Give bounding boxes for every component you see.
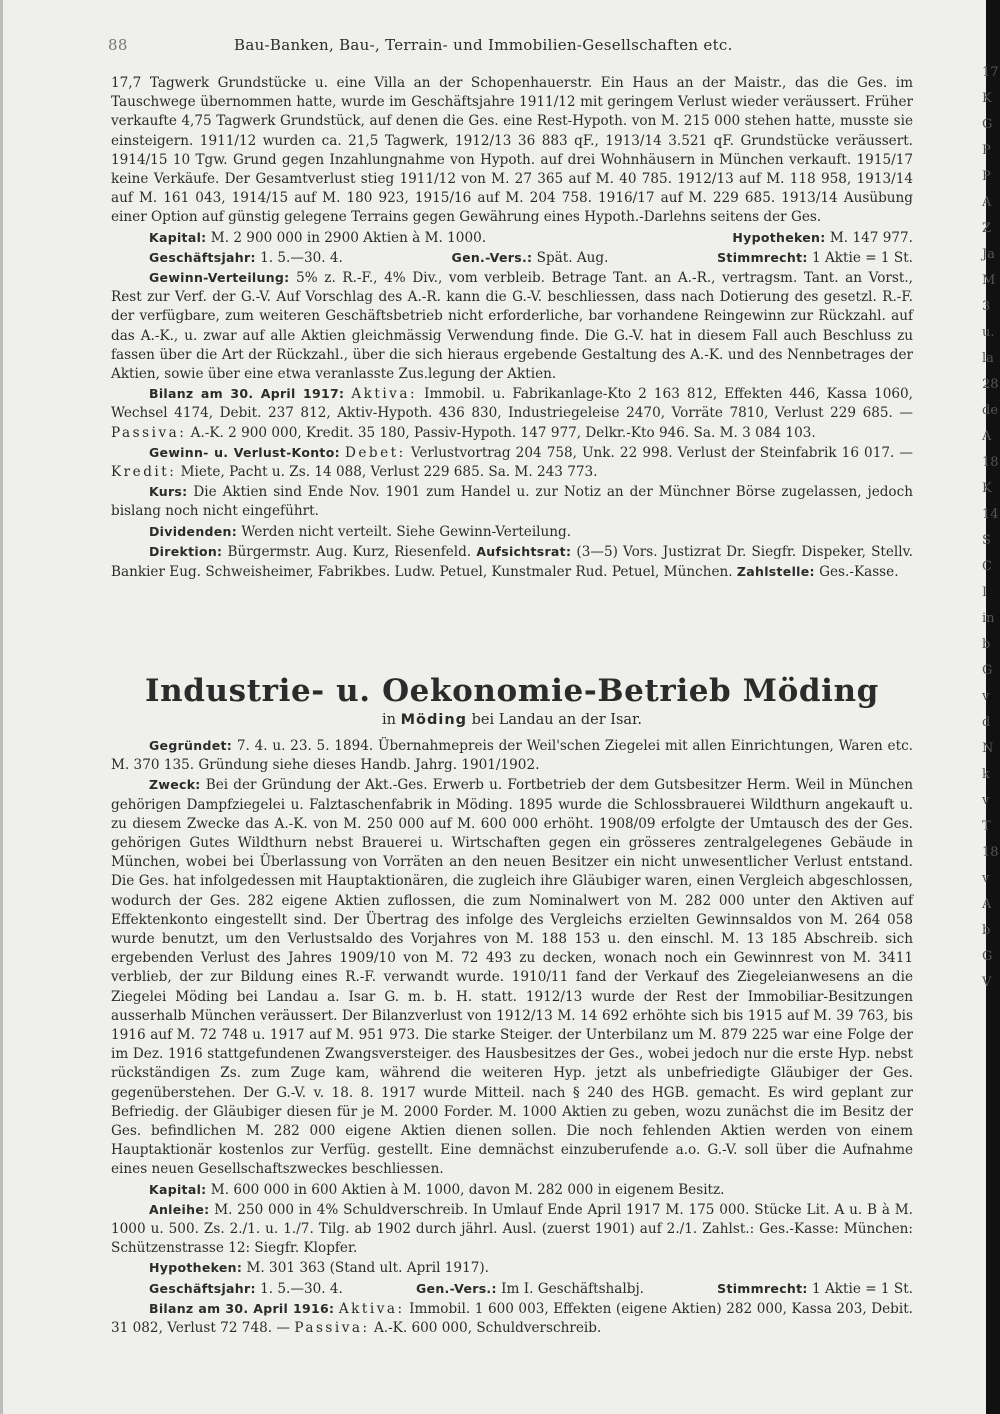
passiva-2-label: Passiva: — [294, 1320, 370, 1337]
entry-1-intro: 17,7 Tagwerk Grundstücke u. eine Villa an der Schopenhauerstr. Ein Haus an der Maistr., das die Ges. im Tauschwege übernommen hatte, wurde im Geschäftsjahre 1911/12 mit geringem Verlust wieder veräussert. Früher verkaufte 4,75 Tagwerk Grundstück, auf denen die Ges. eine Rest-Hypoth. von M. 215 000 stehen hatte, musste sie einsteigern. 1911/12 wurden ca. 21,5 Tagwerk, 1912/13 36 883 qF., 1913/14 3.521 qF. Grundstücke veräussert. 1914/15 10 Tgw. Grund gegen Inzahlungnahme von Hypoth. auf drei Wohnhäusern in München verkauft. 1915/17 keine Verkäufe. Der Gesamtverlust stieg 1911/12 von M. 27 365 auf M. 40 785. 1912/13 auf M. 118 958, 1913/14 auf M. 161 043, 1914/15 auf M. 180 923, 1915/16 auf M. 204 758. 1916/17 auf M. 229 685. 1913/14 Ausübung einer Option auf günstig gelegene Terrains gegen Gewährung eines Hypoth.-Darlehns seitens der Ges. — [111, 75, 913, 226]
zahlstelle-label: Zahlstelle: — [736, 564, 815, 580]
gegruendet-para — [111, 736, 913, 775]
zweck-para — [111, 775, 913, 1179]
kapital-2-text: M. 600 000 in 600 Aktien à M. 1000, davon M. 282 000 in eigenem Besitz. — [210, 1181, 725, 1198]
facing-page-fragment: 18 — [982, 455, 999, 470]
aktiva-2-label: Aktiva: — [338, 1300, 405, 1317]
facing-page-fragment: A — [982, 195, 992, 210]
debet-label: Debet: — [344, 444, 406, 461]
kapital-2-para — [111, 1180, 913, 1200]
aktiva-label: Aktiva: — [351, 386, 418, 403]
facing-page-fragment: P — [982, 143, 991, 158]
facing-page-fragment: A — [982, 429, 992, 444]
dividenden-text: Werden nicht verteilt. Siehe Gewinn-Verteilung. — [241, 523, 572, 540]
facing-page-fragment: V — [982, 975, 992, 990]
facing-page-fragment: v — [982, 689, 990, 704]
facing-page-fragments — [982, 60, 1000, 996]
facing-page-fragment: d — [982, 715, 991, 730]
zweck-text: Bei der Gründung der Akt.-Ges. Erwerb u. Fortbetrieb der dem Gutsbesitzer Herm. Weil in München gehörigen Dampfziegelei u. Falztaschenfabrik in Möding. 1895 wurde die Schlossbrauerei Wildthurn angekauft u. zu diesem Zwecke das A.-K. von M. 250 000 auf M. 600 000 erhöht. 1908/09 erfolgte der Umtausch des der Ges. gehörigen Gutes Wildthurn nebst Brauerei u. Wirtschaften gegen ein grösseres zentralgelegenes Gebäude in München, wobei bei Überlassung von Vorräten an den neuen Besitzer ein nicht unwesentlicher Verlust entstand. Die Ges. hat infolgedessen mit Hauptaktionären, die zugleich ihre Gläubiger waren, einen Vergleich abgeschlossen, wodurch der Ges. 282 eigene Aktien zuflossen, die zum Nominalwert von M. 282 000 unter den Aktiven auf Effektenkonto eingestellt sind. Der Übertrag des infolge des Vergleichs erzielten Gewinnsaldos von M. 264 058 wurde benutzt, um den Verlustsaldo des Vorjahres von M. 188 153 u. den einschl. M. 13 185 Abschreib. sich ergebenden Verlust des Jahres 1909/10 von M. 72 493 zu decken, wonach noch ein Gewinnrest von M. 3411 verblieb, der zur Bildung eines R.-F. verwandt wurde. 1910/11 fand der Verkauf des Ziegeleianwesens an die Ziegelei Möding bei Landau a. Isar G. m. b. H. statt. 1912/13 wurde der Rest der Immobiliar-Besitzungen ausserhalb München veräussert. Der Bilanzverlust von 1912/13 M. 14 692 erhöhte sich bis 1915 auf M. 39 763, bis 1916 auf M. 72 748 u. 1917 auf M. 951 973. Die starke Steiger. der Unterbilanz um M. 879 225 war eine Folge der im Dez. 1916 stattgefundenen Zwangsversteiger. des Hausbesitzes der Ges., wobei jedoch nur die erste Hyp. nebst rückständigen Zs. zum Zuge kam, während die weiteren Hyp. jetzt als unbefriedigte Gläubiger der Ges. gegenüberstehen. Der G.-V. v. 18. 8. 1917 wurde Mitteil. nach § 240 des HGB. gemacht. Es wird geplant zur Befriedig. der Gläubiger diesen für je M. 2000 Forder. M. 1000 Aktien zu geben, wozu zunächst die im Besitz der Ges. befindlichen M. 282 000 eigene Aktien dienen sollen. Die noch fehlenden Aktien werden von einem Hauptaktionär kostenlos zur Verfüg. gestellt. Eine demnächst einzuberufende a.o. G.-V. soll über die Aufnahme eines neuen Gesellschaftszweckes beschliessen. — [111, 777, 913, 1178]
page-header — [108, 36, 913, 58]
aktiva-text: Immobil. u. Fabrikanlage-Kto 2 163 812, Effekten 446, Kassa 1060, Wechsel 4174, Debit. 237 812, Aktiv-Hypoth. 436 830, Industriegeleise 2470, Vorräte 7810, Verlust 229 685. — — [111, 386, 913, 422]
facing-page-fragment: P — [982, 169, 991, 184]
facing-page-fragment: G — [982, 117, 993, 132]
debet-text: Verlustvortrag 204 758, Unk. 22 998. Verlust der Steinfabrik 16 017. — — [410, 444, 914, 461]
facing-page-fragment: 17 — [982, 65, 999, 80]
location-prefix: in — [381, 712, 396, 728]
facing-page-fragment: in — [982, 611, 995, 626]
page-number: 88 — [108, 36, 128, 54]
entry-1-text — [111, 74, 913, 582]
kredit-text: Miete, Pacht u. Zs. 14 088, Verlust 229 685. Sa. M. 243 773. — [180, 464, 598, 481]
facing-page-fragment: 28 — [982, 377, 999, 392]
kurs-text: Die Aktien sind Ende Nov. 1901 zum Handel u. zur Notiz an der Münchner Börse zugelassen, jedoch bislang noch nicht eingeführt. — [111, 484, 913, 520]
kapital-label: Kapital: — [149, 229, 207, 245]
kurs-label: Kurs: — [149, 484, 188, 500]
passiva-text: A.-K. 2 900 000, Kredit. 35 180, Passiv-Hypoth. 147 977, Delkr.-Kto 946. Sa. M. 3 084 103. — [190, 424, 816, 441]
geschaeftsjahr-2-text: 1. 5.—30. 4. — [260, 1280, 343, 1297]
hypotheken-2-para — [111, 1258, 913, 1278]
company-location — [111, 712, 913, 728]
geschaeftsjahr-label: Geschäftsjahr: — [149, 249, 256, 265]
facing-page-fragment: A — [982, 897, 992, 912]
gen-vers-2-label: Gen.-Vers.: — [416, 1280, 497, 1296]
direktion-label: Direktion: — [149, 543, 223, 559]
running-title: Bau-Banken, Bau-, Terrain- und Immobilien-Gesellschaften etc. — [234, 36, 733, 54]
kapital-text: M. 2 900 000 in 2900 Aktien à M. 1000. — [210, 229, 487, 246]
geschaeftsjahr-2-label: Geschäftsjahr: — [149, 1280, 256, 1296]
anleihe-label: Anleihe: — [149, 1201, 210, 1217]
facing-page-fragment: S — [982, 533, 991, 548]
dividenden-label: Dividenden: — [149, 523, 238, 539]
zweck-label: Zweck: — [149, 777, 201, 793]
gen-vers-2-text: Im I. Geschäftshalbj. — [501, 1280, 644, 1297]
gen-vers-label: Gen.-Vers.: — [451, 249, 533, 265]
facing-page-fragment: la — [982, 351, 994, 366]
stimmrecht-2-text: 1 Aktie = 1 St. — [812, 1280, 913, 1297]
direktion-para — [111, 542, 913, 582]
company-title: Industrie- u. Oekonomie-Betrieb Möding — [145, 673, 879, 709]
aufsichtsrat-label: Aufsichtsrat: — [476, 543, 572, 559]
geschaeftsjahr-2-line — [111, 1279, 913, 1299]
entry-2-text — [111, 736, 913, 1338]
gewinn-verteilung-label: Gewinn-Verteilung: — [149, 270, 290, 286]
facing-page-fragment: C — [982, 559, 992, 574]
stimmrecht-2-label: Stimmrecht: — [717, 1280, 808, 1296]
anleihe-text: M. 250 000 in 4% Schuldverschreib. In Umlauf Ende April 1917 M. 175 000. Stücke Lit. A u. B à M. 1000 u. 500. Zs. 2./1. u. 1./7. Tilg. ab 1902 durch jährl. Ausl. (zuerst 1901) auf 2./1. Zahlst.: Ges.-Kasse: München: Schützenstrasse 12: Siegfr. Klopfer. — [111, 1201, 913, 1257]
passiva-2-text: A.-K. 600 000, Schuldverschreib. — [373, 1320, 602, 1337]
kapital-hypotheken-line — [111, 228, 913, 248]
facing-page-fragment: M — [982, 273, 996, 288]
hypotheken-label: Hypotheken: — [732, 229, 826, 245]
facing-page-fragment: T — [982, 819, 991, 834]
kurs-para — [111, 482, 913, 521]
geschaeftsjahr-line — [111, 248, 913, 268]
bilanz-2-label: Bilanz am 30. April 1916: — [149, 1300, 335, 1316]
facing-page-fragment: K — [982, 91, 992, 106]
facing-page-fragment: N — [982, 741, 994, 756]
gewinn-verteilung-text: 5% z. R.-F., 4% Div., vom verbleib. Betrage Tant. an A.-R., vertragsm. Tant. an Vorst., Rest zur Verf. der G.-V. Auf Vorschlag des A.-R. kann die G.-V. beschliessen, dass nach Dotierung des gesetzl. R.-F. der verfügbare, zum weiteren Geschäftsbetrieb nicht erforderliche, bar vorhandene Reingewinn zur Rückzahl. auf das A.-K., u. zwar auf alle Aktien gleichmässig Verwendung finde. Die G.-V. hat in diesem Fall auch Beschluss zu fassen über die Art der Rückzahl., über die sich hieraus ergebende Gestaltung des A.-K. und des Nennbetrages der Aktien, sowie über eine etwa veranlasste Zus.legung der Aktien. — [111, 270, 913, 383]
facing-page-fragment: b — [982, 923, 991, 938]
facing-page-fragment: K — [982, 481, 992, 496]
direktion-text: Bürgermstr. Aug. Kurz, Riesenfeld. — [227, 543, 472, 560]
facing-page-fragment: 18 — [982, 845, 999, 860]
facing-page-fragment: 14 — [982, 507, 999, 522]
facing-page-fragment: de — [982, 403, 999, 418]
facing-page-fragment: k — [982, 767, 990, 782]
facing-page-fragment: 3 — [982, 299, 991, 314]
facing-page-fragment: G — [982, 663, 993, 678]
gegruendet-label: Gegründet: — [149, 738, 233, 753]
zahlstelle-text: Ges.-Kasse. — [819, 564, 899, 581]
facing-page-fragment: Z — [982, 221, 992, 236]
facing-page-fragment: I — [982, 585, 988, 600]
gegruendet-text: 7. 4. u. 23. 5. 1894. Übernahmepreis der Weil'schen Ziegelei mit allen Einrichtungen, Waren etc. M. 370 135. Gründung siehe dieses Handb. Jahrg. 1901/1902. — [111, 738, 913, 774]
facing-page-fragment: u. — [982, 325, 995, 340]
geschaeftsjahr-text: 1. 5.—30. 4. — [260, 249, 343, 266]
gewinn-verteilung-para — [111, 268, 913, 384]
gen-vers-text: Spät. Aug. — [536, 249, 609, 266]
anleihe-para — [111, 1200, 913, 1259]
hypotheken-2-text: M. 301 363 (Stand ult. April 1917). — [246, 1260, 490, 1277]
dividenden-para — [111, 522, 913, 542]
passiva-label: Passiva: — [111, 424, 187, 441]
facing-page-fragment: G — [982, 949, 993, 964]
gewinn-verlust-label: Gewinn- u. Verlust-Konto: — [149, 444, 340, 460]
facing-page-fragment: Ja — [982, 247, 995, 262]
facing-page-fragment: v — [982, 871, 990, 886]
stimmrecht-text: 1 Aktie = 1 St. — [812, 249, 913, 266]
bilanz-label: Bilanz am 30. April 1917: — [149, 386, 345, 402]
aktiva-2-text: Immobil. 1 600 003, Effekten (eigene Aktien) 282 000, Kassa 203, Debit. 31 082, Verlust 72 748. — — [111, 1300, 914, 1337]
kredit-label: Kredit: — [111, 464, 177, 481]
kapital-2-label: Kapital: — [149, 1181, 207, 1197]
facing-page-fragment: b — [982, 637, 991, 652]
location-name: Möding — [400, 712, 468, 728]
aufsichtsrat-text: (3—5) Vors. Justizrat Dr. Siegfr. Dispeker, Stellv. Bankier Eug. Schweisheimer, Fabrikbes. Ludw. Petuel, Kunstmaler Rud. Petuel, München. — [111, 543, 914, 581]
bilanz-1917-para — [111, 384, 913, 443]
facing-page-fragment: v — [982, 793, 990, 808]
hypotheken-text: M. 147 977. — [829, 229, 913, 246]
location-suffix: bei Landau an der Isar. — [471, 712, 642, 728]
bilanz-1916-para — [111, 1299, 913, 1338]
stimmrecht-label: Stimmrecht: — [717, 249, 808, 265]
gewinn-verlust-konto-para — [111, 443, 913, 482]
hypotheken-2-label: Hypotheken: — [149, 1260, 243, 1276]
